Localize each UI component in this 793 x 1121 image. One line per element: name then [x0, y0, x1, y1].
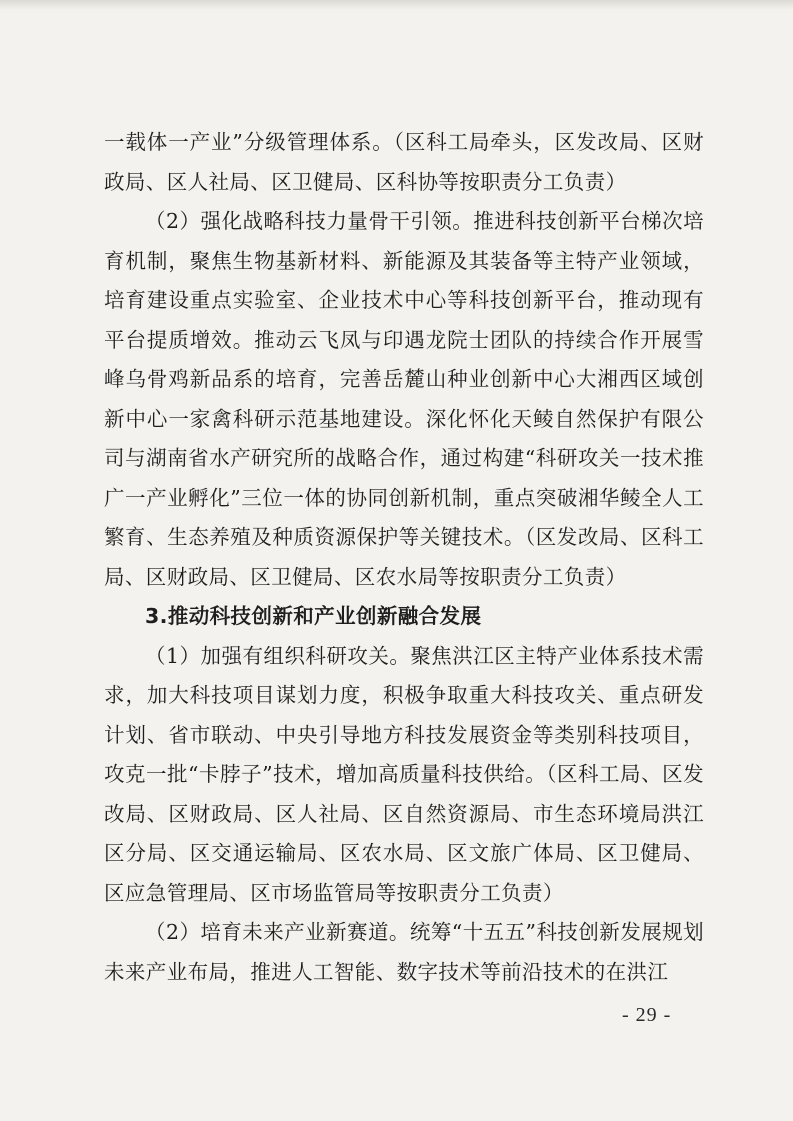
- section-heading: 3.推动科技创新和产业创新融合发展: [145, 604, 482, 628]
- paragraph-strategic-tech: （2）强化战略科技力量骨干引领。推进科技创新平台梯次培育机制，聚焦生物基新材料、新能源及其装备等主特产业领域，培育建设重点实验室、企业技术中心等科技创新平台，推动现有平台提质增效。推动云飞凤与印遇龙院士团队的持续合作开展雪峰乌骨鸡新品系的培育，完善岳麓山种业创新中心大湘西区域创新中心一家禽科研示范基地建设。深化怀化天鲮自然保护有限公司与湖南省水产研究所的战略合作，通过构建“科研攻关一技术推广一产业孵化”三位一体的协同创新机制，重点突破湘华鲮全人工繁育、生态养殖及种质资源保护等关键技术。（区发改局、区科工局、区财政局、区卫健局、区农水局等按职责分工负责）: [104, 209, 704, 589]
- paragraph-future-industry: （2）培育未来产业新赛道。统筹“十五五”科技创新发展规划未来产业布局，推进人工智能、数字技术等前沿技术的在洪江: [104, 920, 704, 984]
- document-body: [104, 123, 704, 992]
- paragraph-organized-research: （1）加强有组织科研攻关。聚焦洪江区主特产业体系技术需求，加大科技项目谋划力度，积极争取重大科技攻关、重点研发计划、省市联动、中央引导地方科技发展资金等类别科技项目，攻克一批“卡脖子”技术，增加高质量科技供给。（区科工局、区发改局、区财政局、区人社局、区自然资源局、市生态环境局洪江区分局、区交通运输局、区农水局、区文旅广体局、区卫健局、区应急管理局、区市场监管局等按职责分工负责）: [104, 643, 704, 905]
- scan-edge: [0, 0, 793, 10]
- paragraph-continuation: 一载体一产业”分级管理体系。（区科工局牵头，区发改局、区财政局、区人社局、区卫健局、区科协等按职责分工负责）: [104, 130, 704, 194]
- page-number: - 29 -: [622, 1004, 672, 1026]
